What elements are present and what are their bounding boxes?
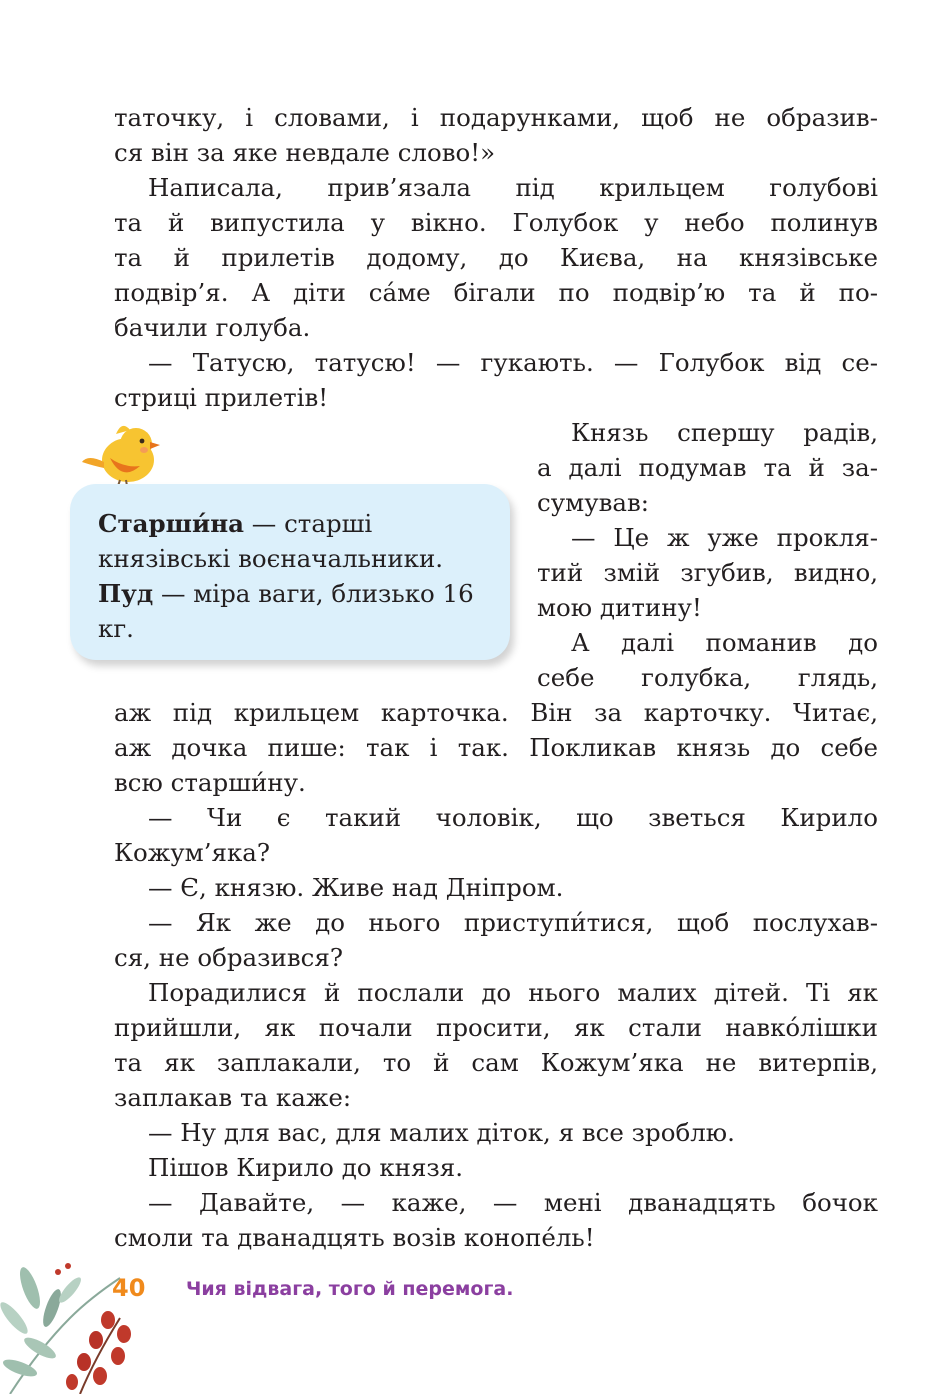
glossary-term: Пуд xyxy=(98,579,154,608)
glossary-term: Старши́на xyxy=(98,509,244,538)
page-number: 40 xyxy=(112,1274,146,1302)
text-line: аж під крильцем карточка. Він за карточку. Читає, xyxy=(114,698,878,727)
text-line: смоли та дванадцять возів конопе́ль! xyxy=(114,1223,595,1252)
text-line: — Ну для вас, для малих діток, я все зроблю. xyxy=(148,1118,735,1147)
text-line: ся він за яке невдале слово!» xyxy=(114,138,496,167)
text-line: бачили голуба. xyxy=(114,313,311,342)
text-line: — Це ж уже прокля- xyxy=(571,523,878,552)
text-line: Пішов Кирило до князя. xyxy=(148,1153,464,1182)
text-line: Кожум’яка? xyxy=(114,838,271,867)
text-line: А далі поманив до xyxy=(571,628,878,657)
text-line: а далі подумав та й за- xyxy=(537,453,878,482)
text-line: сумував: xyxy=(537,488,650,517)
text-line: заплакав та каже: xyxy=(114,1083,352,1112)
text-line: та як заплакали, то й сам Кожум’яка не витерпів, xyxy=(114,1048,878,1077)
text-line: Порадилися й послали до нього малих дітей. Ті як xyxy=(148,978,878,1007)
text-line: стриці прилетів! xyxy=(114,383,329,412)
text-line: всю старши́ну. xyxy=(114,768,306,797)
glossary-definition: — міра ваги, близько 16 кг. xyxy=(98,579,474,643)
text-line: тий змій згубив, видно, xyxy=(537,558,878,587)
glossary-definition: — старші князівські воєначальники. xyxy=(98,509,444,573)
text-line: ся, не образився? xyxy=(114,943,343,972)
text-line: та й прилетів додому, до Києва, на князівське xyxy=(114,243,878,272)
text-line: — Є, князю. Живе над Дніпром. xyxy=(148,873,564,902)
text-line: — Татусю, татусю! — гукають. — Голубок від се- xyxy=(148,348,878,377)
text-line: — Чи є такий чоловік, що зветься Кирило xyxy=(148,803,878,832)
text-line: — Давайте, — каже, — мені дванадцять бочок xyxy=(148,1188,878,1217)
text-line: аж дочка пише: так і так. Покликав князь до себе xyxy=(114,733,878,762)
text-line: себе голубка, глядь, xyxy=(537,663,878,692)
text-line: та й випустила у вікно. Голубок у небо полинув xyxy=(114,208,878,237)
text-line: мою дитину! xyxy=(537,593,702,622)
text-line: Князь спершу радів, xyxy=(571,418,878,447)
page-motto: Чия відвага, того й перемога. xyxy=(186,1278,514,1300)
text-line: Написала, прив’язала під крильцем голубові xyxy=(148,173,878,202)
text-line: подвір’я. А діти са́ме бігали по подвір’ю та й по- xyxy=(114,278,878,307)
text-line: прийшли, як почали просити, як стали навко́лішки xyxy=(114,1013,878,1042)
text-line: таточку, і словами, і подарунками, щоб не образив- xyxy=(114,103,878,132)
text-line: — Як же до нього приступи́тися, щоб послухав- xyxy=(148,908,878,937)
glossary-text xyxy=(98,506,498,646)
